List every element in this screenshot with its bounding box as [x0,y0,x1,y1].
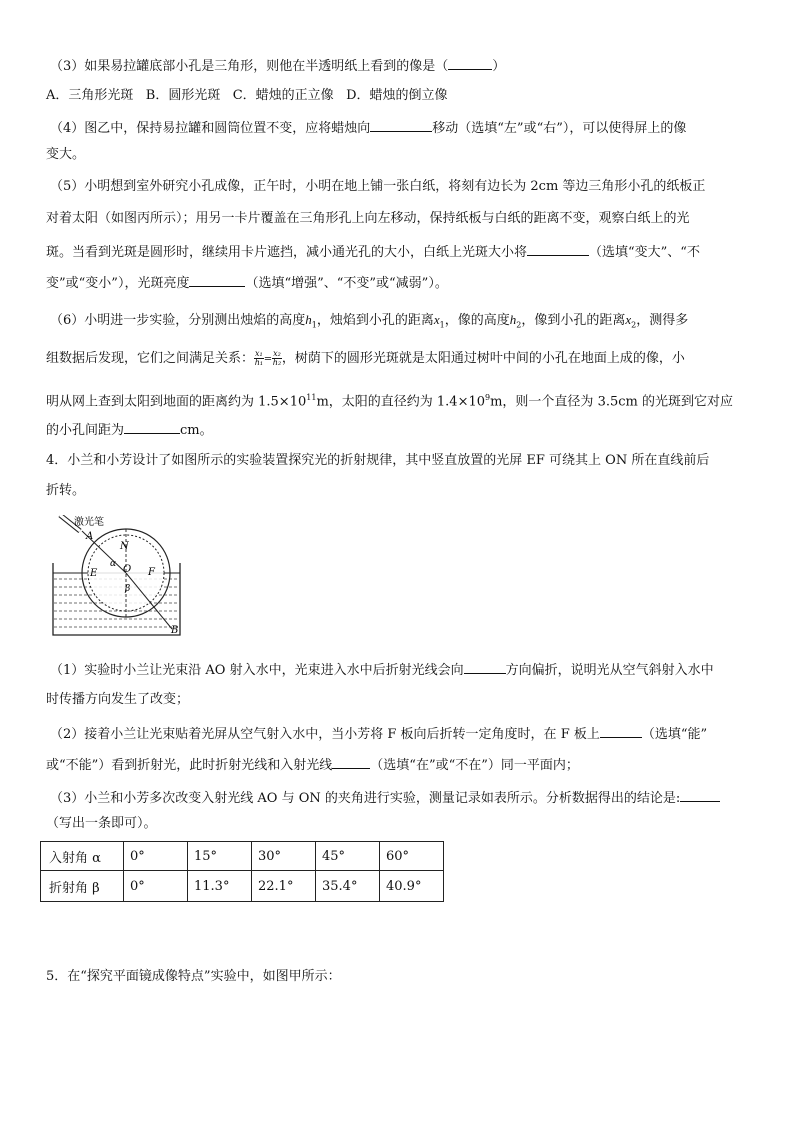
q3-part6-line2: 组数据后发现，它们之间满足关系： $\frac{\text{x₁}}{\text{h₁}}$ = $\frac{\text{x₂}}{\text{h₂}}$ ，树荫下的圆形光斑就是太阳通过树叶中间的小孔在地面上成的像，小 [46,349,685,367]
q5-stem: 5．在“探究平面镜成像特点”实验中，如图甲所示： [46,969,341,984]
answer-blank[interactable] [600,724,642,738]
label-B: B [171,625,179,636]
q3-part5-line3: 斑。当看到光斑是圆形时，继续用卡片遮挡，减小通光孔的大小，白纸上光斑大小将 （选填“变大”、“不 [46,242,756,262]
answer-blank[interactable] [448,56,492,70]
table-cell: 22.1° [252,871,316,902]
laser-pen-label: 激光笔 [74,517,104,528]
q3-part3-options [46,87,756,105]
answer-blank[interactable] [680,788,720,802]
q4-part2-line1: （2）接着小兰让光束贴着光屏从空气射入水中，当小芳将 F 板向后折转一定角度时，在 F 板上 （选填“能” [50,724,760,744]
table-header-refraction: 折射角 β [41,871,124,902]
q3-part5-line4: 变”或“变小”），光斑亮度 （选填“增强”、“不变”或“减弱”）。 [46,273,756,293]
label-O: O [123,564,132,575]
q4-part3-line2: （写出一条即可）。 [46,816,157,831]
label-alpha: α [110,559,117,569]
q3-part3-close: ） [492,59,506,74]
table-cell: 11.3° [188,871,252,902]
label-A: A [86,531,94,542]
table-header-incident: 入射角 α [41,842,124,871]
answer-blank[interactable] [527,242,589,256]
q3-part6-line3: 明从网上查到太阳到地面的距离约为 $1.5\times 10^{11}m$，太阳的直径约为 $1.4\times 10^9m$，则一个直径为 3.5cm 的光斑到它对应 [46,393,733,410]
answer-blank[interactable] [370,118,432,132]
answer-blank[interactable] [464,660,506,674]
angle-data-table [40,841,444,902]
table-cell: 15° [188,842,252,871]
q3-part4-line2: 变大。 [46,147,86,162]
q4-stem-line2: 折转。 [46,483,86,498]
refraction-apparatus-figure [50,515,190,640]
q3-part5-line2: 对着太阳（如图丙所示）；用另一卡片覆盖在三角形孔上向左移动，保持纸板与白纸的距离不变，观察白纸上的光 [46,211,690,226]
answer-blank[interactable] [332,755,370,769]
label-N: N [120,541,129,552]
label-F: F [148,567,155,578]
table-cell: 0° [124,871,188,902]
answer-blank[interactable] [189,273,245,287]
q3-part6-line1: （6）小明进一步实验，分别测出烛焰的高度$h_1$，烛焰到小孔的距离$x_1$，像的高度$h_2$，像到小孔的距离$x_2$，测得多 [50,312,689,330]
q3-part3-line [50,56,760,76]
label-E: E [90,568,98,579]
table-cell: 35.4° [316,871,380,902]
q4-stem-line1: 4．小兰和小芳设计了如图所示的实验装置探究光的折射规律，其中竖直放置的光屏 EF 可绕其上 ON 所在直线前后 [46,453,710,468]
q3-part4-line1: （4）图乙中，保持易拉罐和圆筒位置不变，应将蜡烛向 移动（选填“左”或“右”），可以使得屏上的像 [50,118,760,138]
answer-blank[interactable] [124,420,180,434]
q4-part2-line2: 或“不能”）看到折射光，此时折射光线和入射光线 （选填“在”或“不在”）同一平面内； [46,755,756,775]
q3-part5-line1: （5）小明想到室外研究小孔成像，正午时，小明在地上铺一张白纸，将刻有边长为 2cm 等边三角形小孔的纸板正 [50,179,706,194]
table-cell: 45° [316,842,380,871]
table-row-refraction [41,871,444,902]
q3-part3-text: （3）如果易拉罐底部小孔是三角形，则他在半透明纸上看到的像是（ [50,59,449,74]
table-cell: 30° [252,842,316,871]
table-cell: 60° [380,842,444,871]
fraction-left: $\frac{\text{x₁}}{\text{h₁}}$ [254,349,264,367]
q4-part3-line1: （3）小兰和小芳多次改变入射光线 AO 与 ON 的夹角进行实验，测量记录如表所示。分析数据得出的结论是: [50,788,760,808]
q3-options-text: A．三角形光斑 B．圆形光斑 C．蜡烛的正立像 D．蜡烛的倒立像 [46,88,448,103]
table-cell: 40.9° [380,871,444,902]
table-cell: 0° [124,842,188,871]
table-row-incident [41,842,444,871]
q3-part6-line4: 的小孔间距为 cm。 [46,420,756,440]
fraction-right: $\frac{\text{x₂}}{\text{h₂}}$ [272,349,282,367]
q4-part1-line2: 时传播方向发生了改变； [46,692,190,707]
q4-part1-line1: （1）实验时小兰让光束沿 AO 射入水中，光束进入水中后折射光线会向 方向偏折，说明光从空气斜射入水中 [50,660,760,680]
label-beta: β [125,584,131,594]
